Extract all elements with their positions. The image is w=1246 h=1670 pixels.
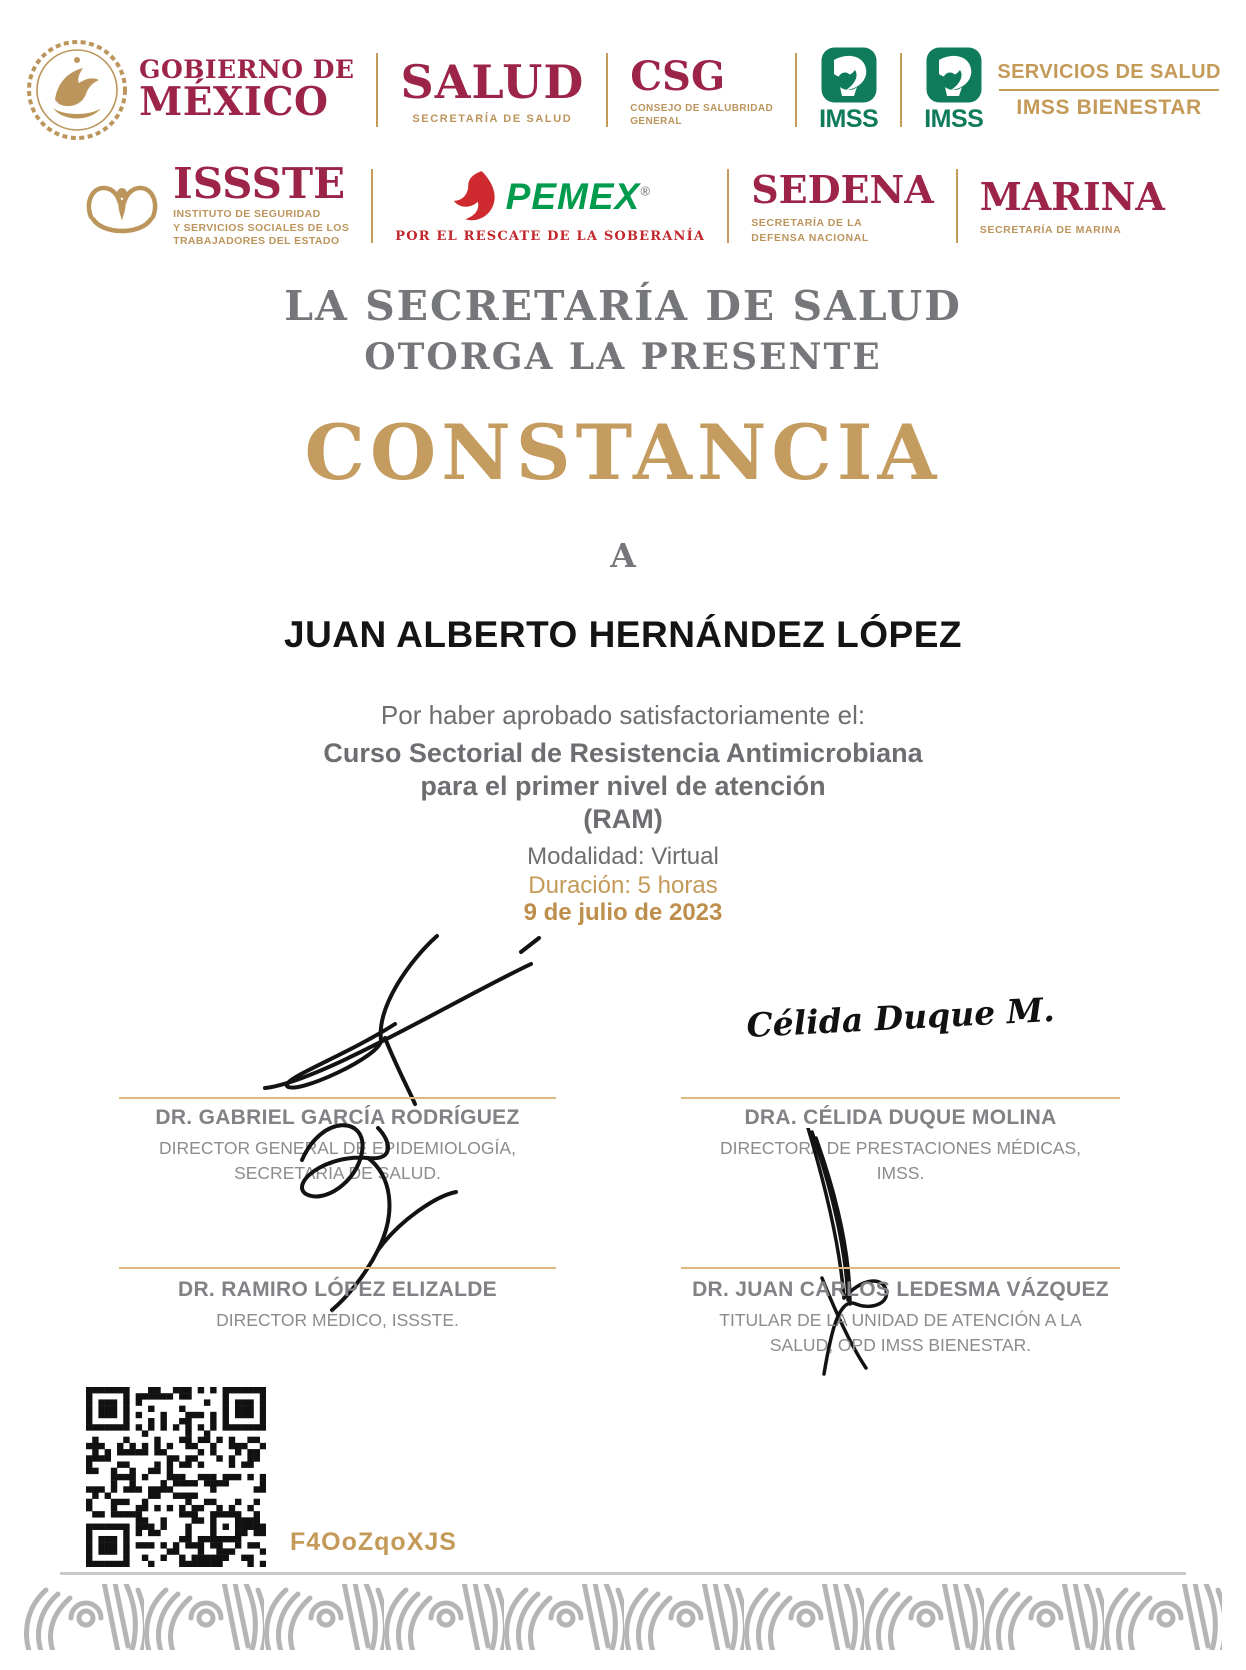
salud-subtitle: SECRETARÍA DE SALUD: [412, 113, 573, 125]
decorative-pattern-strip: [24, 1584, 1222, 1650]
recipient-name: JUAN ALBERTO HERNÁNDEZ LÓPEZ: [284, 614, 962, 655]
qr-code: [86, 1387, 266, 1567]
date-text: 9 de julio de 2023: [523, 899, 723, 926]
marina-wordmark: MARINA: [979, 174, 1165, 220]
to-label: A: [610, 536, 636, 575]
verification-code: F4OoZqoXJS: [290, 1528, 457, 1556]
signatory-3-name: DR. RAMIRO LÓPEZ ELIZALDE: [178, 1278, 497, 1301]
marina-logo: [980, 174, 1165, 237]
signature-line-1: [119, 1097, 556, 1099]
imss-wordmark: IMSS: [924, 105, 984, 133]
signatory-1-title: DIRECTOR GENERAL DE EPIDEMIOLOGÍA, SECRETARÍA DE SALUD.: [159, 1138, 516, 1183]
gobierno-line2: MÉXICO: [139, 78, 329, 125]
signatory-2-title: DIRECTORA DE PRESTACIONES MÉDICAS, IMSS.: [719, 1138, 1082, 1183]
issste-logo: [81, 159, 350, 249]
course-line2: para el primer nivel de atención: [420, 771, 826, 801]
signatory-2-name: DRA. CÉLIDA DUQUE MOLINA: [744, 1106, 1057, 1129]
signature-gabriel-garcia: [225, 928, 545, 1108]
marina-subtitle: SECRETARÍA DE MARINA: [979, 224, 1122, 237]
footer-divider: [60, 1572, 1186, 1575]
imss-logo: [819, 46, 878, 134]
signatory-1-name: DR. GABRIEL GARCÍA RODRÍGUEZ: [155, 1106, 520, 1129]
issste-wordmark: ISSSTE: [173, 159, 346, 209]
divider: [606, 53, 608, 127]
logo-row-1: [0, 38, 1246, 142]
gobierno-de-mexico-logo: [25, 38, 354, 142]
imss-shield-icon: [925, 46, 983, 104]
imss-wordmark: IMSS: [819, 105, 879, 133]
imss-bienestar-shield: [924, 46, 983, 134]
pemex-logo: [395, 169, 705, 244]
course-line1: Curso Sectorial de Resistencia Antimicrobiana: [323, 738, 923, 768]
sedena-wordmark: SEDENA: [751, 167, 934, 213]
gobierno-line1: GOBIERNO DE: [139, 55, 355, 85]
imss-bienestar-label: IMSS BIENESTAR: [1016, 95, 1202, 119]
signatory-4-name: DR. JUAN CARLOS LEDESMA VÁZQUEZ: [692, 1278, 1109, 1301]
pemex-subtitle: POR EL RESCATE DE LA SOBERANÍA: [395, 228, 706, 244]
servicios-de-salud-label: SERVICIOS DE SALUD: [997, 60, 1221, 83]
imss-shield-icon: [820, 46, 878, 104]
signature-line-4: [681, 1267, 1120, 1269]
sedena-subtitle: SECRETARÍA DE LA DEFENSA NACIONAL: [751, 217, 869, 244]
signature-line-3: [119, 1267, 556, 1269]
reason-text: Por haber aprobado satisfactoriamente el:: [380, 700, 866, 730]
divider: [371, 169, 373, 243]
course-title: [0, 737, 1246, 836]
signatory-4-title: TITULAR DE LA UNIDAD DE ATENCIÓN A LA SALUD, OPD IMSS BIENESTAR.: [719, 1310, 1082, 1355]
gobierno-wordmark: [139, 55, 355, 125]
issste-text: [173, 159, 350, 249]
pemex-top: [450, 169, 651, 225]
logo-row-2: [0, 158, 1246, 254]
issuer-line1: LA SECRETARÍA DE SALUD: [284, 282, 962, 330]
salud-logo: [400, 55, 584, 125]
csg-logo: [630, 53, 773, 128]
issuer-line2: OTORGA LA PRESENTE: [364, 336, 882, 378]
divider: [900, 53, 902, 127]
imss-bienestar-text: [997, 61, 1221, 120]
signature-celida-duque: Célida Duque M.: [745, 989, 1056, 1046]
course-line3: (RAM): [583, 804, 663, 834]
sedena-logo: [751, 167, 934, 244]
imss-bienestar-logo: [924, 46, 1221, 134]
pemex-wordmark: PEMEX®: [505, 175, 651, 217]
divider: [999, 89, 1219, 91]
divider: [727, 169, 729, 243]
signature-line-2: [681, 1097, 1120, 1099]
issste-hands-icon: [81, 167, 163, 245]
registered-mark: ®: [640, 183, 651, 199]
signatory-3-title: DIRECTOR MÉDICO, ISSSTE.: [216, 1310, 459, 1330]
modality-text: Modalidad: Virtual: [527, 843, 719, 870]
csg-wordmark: CSG: [630, 52, 726, 100]
salud-wordmark: SALUD: [400, 55, 585, 109]
divider: [956, 169, 958, 243]
issste-subtitle: INSTITUTO DE SEGURIDAD Y SERVICIOS SOCIALES DE LOS TRABAJADORES DEL ESTADO: [173, 208, 350, 248]
certificate-title: CONSTANCIA: [304, 408, 942, 497]
divider: [376, 53, 378, 127]
duration-text: Duración: 5 horas: [528, 872, 718, 899]
pemex-drop-icon: [450, 169, 498, 225]
divider: [795, 53, 797, 127]
csg-subtitle: CONSEJO DE SALUBRIDAD GENERAL: [630, 102, 774, 127]
mexico-eagle-seal-icon: [25, 38, 129, 142]
